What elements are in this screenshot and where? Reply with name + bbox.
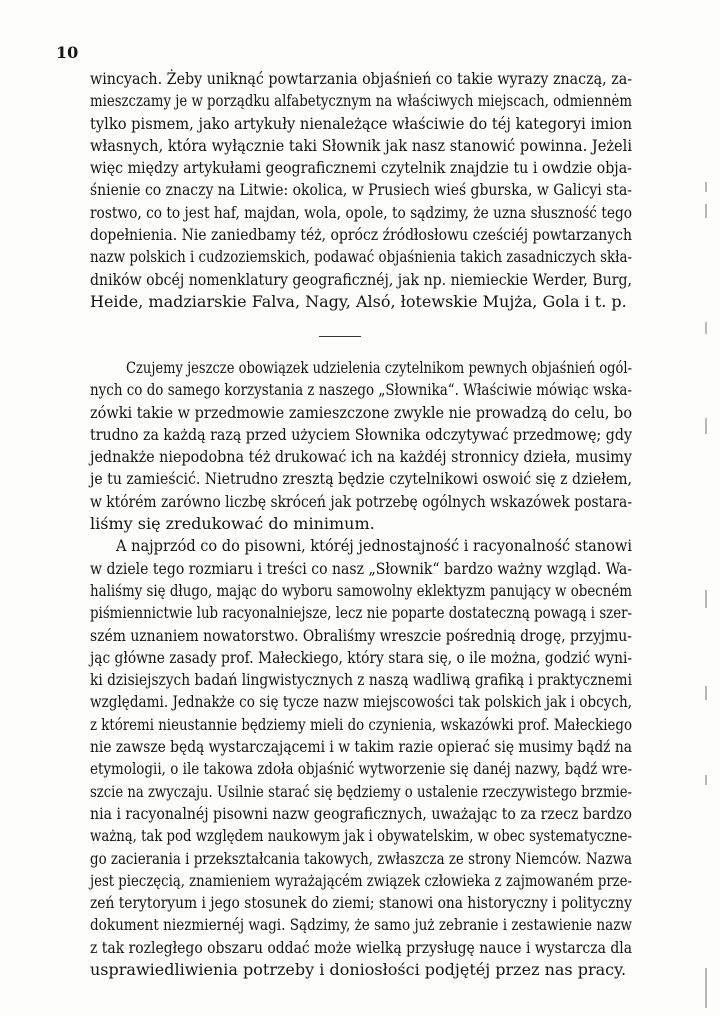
text-line: dopełnienia. Nie zaniedbamy téż, oprócz źródłosłowu cześciéj powtarzanych bbox=[90, 225, 632, 245]
text-line: nia i racyonalnéj pisowni nazw geograficznych, uważając to za rzecz bardzo bbox=[90, 803, 632, 823]
text-line: zówki takie w przedmowie zamieszczone zwykle nie prowadzą do celu, bo bbox=[90, 402, 633, 422]
text-line: tylko pismem, jako artykuły nienależące właściwie do téj kategoryi imion bbox=[90, 113, 632, 133]
text-line: więc między artykułami geograficznemi czytelnik znajdzie tu i owdzie obja- bbox=[90, 158, 632, 178]
text-line: jednakże niepodobna téż drukować ich na każdéj stronnicy dzieła, musimy bbox=[90, 447, 632, 467]
text-line: liśmy się zredukować do minimum. bbox=[90, 514, 375, 534]
text-line: je tu zamieścić. Nietrudno zresztą będzie czytelnikowi oswoić się z dziełem, bbox=[90, 469, 632, 489]
text-line: wincyach. Żeby uniknąć powtarzania objaśnień co takie wyrazy znaczą, za- bbox=[90, 69, 633, 88]
text-line: własnych, która wyłącznie taki Słownik jak nasz stanowić powinna. Jeżeli bbox=[90, 135, 632, 155]
text-line: usprawiedliwienia potrzeby i doniosłości podjętéj przez nas pracy. bbox=[90, 960, 627, 980]
text-line: dników obcéj nomenklatury geograficznéj, jak np. niemieckie Werder, Burg, bbox=[90, 269, 633, 289]
text-line: ki dzisiejszych badań lingwistycznych z naszą wadliwą grafiką i praktycznemi bbox=[90, 670, 632, 690]
text-line: w dziele tego rozmiaru i treści co nasz „Słownik“ bardzo ważny wzgląd. Wa- bbox=[90, 558, 633, 578]
text-line: nych co do samego korzystania z naszego „Słownika“. Właściwie mówiąc wska- bbox=[90, 380, 632, 400]
text-line: śnienie co znaczy na Litwie: okolica, w Prusiech wieś gburska, w Galicyi sta- bbox=[90, 180, 632, 200]
text-line: rostwo, co to jest haf, majdan, wola, opole, to sądzimy, że uzna słuszność tego bbox=[90, 202, 633, 222]
text-line: jąc główne zasady prof. Małeckiego, który stara się, o ile można, godzić wyni- bbox=[90, 647, 632, 667]
scan-edge-mark bbox=[705, 204, 707, 218]
scan-edge-mark bbox=[705, 775, 707, 785]
text-line: etymologii, o ile takowa zdoła objaśnić wytworzenie się danéj nazwy, bądź wre- bbox=[90, 759, 633, 779]
text-line: szcie na zwyczaju. Usilnie starać się będziemy o ustalenie rzeczywistego brzmie- bbox=[90, 781, 632, 801]
text-line: zeń terytoryum i jego stosunek do ziemi; stanowi ona historyczny i polityczny bbox=[90, 893, 632, 913]
text-line: haliśmy się długo, mając do wyboru samowolny eklektyzm panujący w obecném bbox=[90, 580, 632, 600]
page-number: 10 bbox=[56, 43, 79, 62]
text-line: mieszczamy je w porządku alfabetycznym na właściwych miejscach, odmiennėm bbox=[90, 91, 632, 111]
scan-edge-mark bbox=[705, 182, 707, 192]
scan-edge-mark bbox=[705, 686, 707, 700]
section-divider bbox=[319, 336, 361, 337]
text-line: dokument niezmiernéj wagi. Sądzimy, że samo już zebranie i zestawienie nazw bbox=[90, 915, 632, 935]
text-line: trudno za każdą razą przed użyciem Słownika odczytywać przedmowę; gdy bbox=[90, 424, 633, 444]
text-line: w którém zarówno liczbę skróceń jak potrzebę ogólnych wskazówek postara- bbox=[90, 491, 632, 511]
text-line: A najprzód co do pisowni, któréj jednostajność i racyonalność stanowi bbox=[116, 536, 632, 556]
text-line: z tak rozległego obszaru oddać może wielką przysługę nauce i wystarcza dla bbox=[90, 937, 633, 957]
text-line: go zacierania i przekształcania takowych, zwłaszcza ze strony Niemców. Nazwa bbox=[90, 848, 633, 868]
scan-edge-mark bbox=[705, 322, 707, 334]
text-line: Czujemy jeszcze obowiązek udzielenia czytelnikom pewnych objaśnień ogól- bbox=[126, 358, 633, 377]
scan-edge-mark bbox=[705, 418, 707, 434]
text-line: ważną, tak pod względem naukowym jak i obywatelskim, w obec systematyczne- bbox=[90, 826, 632, 846]
paragraph-usage-notes bbox=[90, 357, 632, 981]
text-line: nie zawsze będą wystarczającemi i w takim razie opierać się musimy bądź na bbox=[90, 737, 632, 757]
text-line: szém uznaniem nowatorstwo. Obraliśmy wreszcie pośrednią drogę, przyjmu- bbox=[90, 625, 632, 645]
text-line: nazw polskich i cudzoziemskich, podawać objaśnienia takich zasadniczych skła- bbox=[90, 247, 633, 267]
text-line: Heide, madziarskie Falva, Nagy, Alsó, łotewskie Mujża, Gola i t. p. bbox=[90, 291, 627, 311]
scan-edge-mark bbox=[705, 968, 707, 1008]
paragraph-explanatory-terms bbox=[90, 68, 632, 313]
text-line: piśmiennictwie lub racyonalniejsze, lecz nie poparte dostateczną powagą i szer- bbox=[90, 603, 633, 623]
text-line: z któremi nieustannie będziemy mieli do czynienia, wskazówki prof. Małeckiego bbox=[90, 714, 632, 734]
text-line: jest pieczęcią, znamieniem wyrażającém związek człowieka z zajmowaném prze- bbox=[90, 870, 632, 890]
text-line: względami. Jednakże co się tycze nazw miejscowości tak polskich jak i obcych, bbox=[90, 692, 633, 712]
scan-edge-mark bbox=[705, 590, 707, 608]
